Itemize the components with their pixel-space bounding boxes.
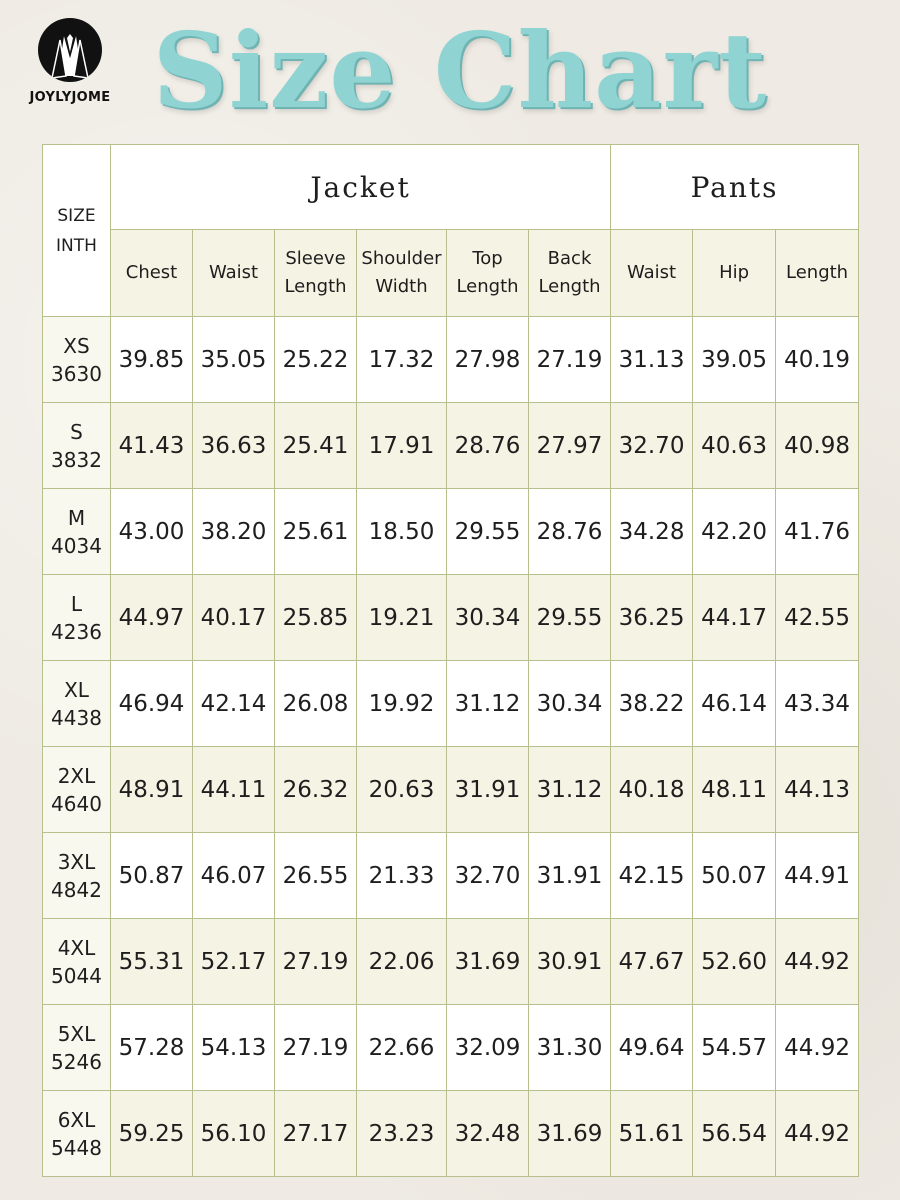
measurement-cell: 44.17 — [693, 575, 776, 661]
table-row — [43, 403, 859, 489]
measurement-cell: 40.98 — [776, 403, 859, 489]
table-row — [43, 919, 859, 1005]
measurement-cell: 48.11 — [693, 747, 776, 833]
brand-name: JOYLYJOME — [29, 90, 111, 105]
column-header-line: Sleeve — [285, 248, 346, 269]
measurement-cell: 50.87 — [111, 833, 193, 919]
measurement-cell: 44.92 — [776, 919, 859, 1005]
measurement-cell: 52.17 — [193, 919, 275, 1005]
measurement-cell: 27.98 — [447, 317, 529, 403]
measurement-cell: 31.69 — [447, 919, 529, 1005]
column-header-line: Waist — [208, 262, 259, 283]
measurement-cell: 55.31 — [111, 919, 193, 1005]
measurement-cell: 47.67 — [611, 919, 693, 1005]
column-header-line: Length — [456, 276, 519, 297]
column-header — [447, 230, 529, 317]
measurement-cell: 30.34 — [529, 661, 611, 747]
measurement-cell: 25.41 — [275, 403, 357, 489]
group-header-pants: Pants — [611, 145, 859, 230]
measurement-cell: 46.94 — [111, 661, 193, 747]
measurement-cell: 27.97 — [529, 403, 611, 489]
measurement-cell: 51.61 — [611, 1091, 693, 1177]
column-header — [529, 230, 611, 317]
column-header-line: Waist — [626, 262, 677, 283]
size-label: S — [70, 419, 83, 444]
size-code: 5246 — [51, 1049, 102, 1074]
size-code: 4438 — [51, 705, 102, 730]
measurement-cell: 23.23 — [357, 1091, 447, 1177]
column-header-line: Length — [538, 276, 601, 297]
column-header — [193, 230, 275, 317]
column-header-line: Hip — [719, 262, 750, 283]
column-header — [357, 230, 447, 317]
measurement-cell: 42.14 — [193, 661, 275, 747]
measurement-cell: 36.25 — [611, 575, 693, 661]
column-header — [776, 230, 859, 317]
measurement-cell: 38.20 — [193, 489, 275, 575]
measurement-cell: 39.05 — [693, 317, 776, 403]
measurement-cell: 25.22 — [275, 317, 357, 403]
measurement-cell: 25.85 — [275, 575, 357, 661]
size-cell — [43, 747, 111, 833]
size-code: 3832 — [51, 447, 102, 472]
column-header-line: Shoulder — [361, 248, 442, 269]
measurement-cell: 54.57 — [693, 1005, 776, 1091]
group-header-row — [43, 145, 859, 230]
size-header — [43, 145, 111, 317]
measurement-cell: 44.13 — [776, 747, 859, 833]
table-row — [43, 747, 859, 833]
measurement-cell: 17.91 — [357, 403, 447, 489]
measurement-cell: 17.32 — [357, 317, 447, 403]
table-row — [43, 489, 859, 575]
measurement-cell: 41.76 — [776, 489, 859, 575]
column-header — [693, 230, 776, 317]
measurement-cell: 56.54 — [693, 1091, 776, 1177]
table-body — [43, 317, 859, 1177]
column-header-line: Length — [284, 276, 347, 297]
measurement-cell: 42.55 — [776, 575, 859, 661]
column-header-row — [43, 230, 859, 317]
measurement-cell: 30.34 — [447, 575, 529, 661]
measurement-cell: 39.85 — [111, 317, 193, 403]
measurement-cell: 41.43 — [111, 403, 193, 489]
measurement-cell: 26.32 — [275, 747, 357, 833]
measurement-cell: 42.20 — [693, 489, 776, 575]
measurement-cell: 35.05 — [193, 317, 275, 403]
size-cell — [43, 919, 111, 1005]
measurement-cell: 20.63 — [357, 747, 447, 833]
size-label: XL — [64, 677, 89, 702]
measurement-cell: 49.64 — [611, 1005, 693, 1091]
size-code: 3630 — [51, 361, 102, 386]
measurement-cell: 19.21 — [357, 575, 447, 661]
size-label: L — [70, 591, 83, 616]
measurement-cell: 31.12 — [447, 661, 529, 747]
table-row — [43, 317, 859, 403]
size-label: 5XL — [57, 1021, 96, 1046]
size-code: 5448 — [51, 1135, 102, 1160]
column-header-line: Chest — [125, 262, 178, 283]
measurement-cell: 40.63 — [693, 403, 776, 489]
table-row — [43, 1091, 859, 1177]
size-cell — [43, 489, 111, 575]
table-row — [43, 661, 859, 747]
measurement-cell: 26.55 — [275, 833, 357, 919]
table-row — [43, 1005, 859, 1091]
measurement-cell: 56.10 — [193, 1091, 275, 1177]
measurement-cell: 25.61 — [275, 489, 357, 575]
size-cell — [43, 1005, 111, 1091]
measurement-cell: 40.18 — [611, 747, 693, 833]
measurement-cell: 50.07 — [693, 833, 776, 919]
size-label: 6XL — [57, 1107, 96, 1132]
size-code: 4236 — [51, 619, 102, 644]
measurement-cell: 40.19 — [776, 317, 859, 403]
measurement-cell: 32.70 — [611, 403, 693, 489]
measurement-cell: 31.91 — [447, 747, 529, 833]
measurement-cell: 59.25 — [111, 1091, 193, 1177]
measurement-cell: 46.07 — [193, 833, 275, 919]
measurement-cell: 21.33 — [357, 833, 447, 919]
measurement-cell: 31.91 — [529, 833, 611, 919]
size-label: 4XL — [57, 935, 96, 960]
measurement-cell: 44.97 — [111, 575, 193, 661]
measurement-cell: 44.11 — [193, 747, 275, 833]
measurement-cell: 26.08 — [275, 661, 357, 747]
size-code: 4034 — [51, 533, 102, 558]
measurement-cell: 32.48 — [447, 1091, 529, 1177]
column-header — [111, 230, 193, 317]
measurement-cell: 34.28 — [611, 489, 693, 575]
brand-logo — [14, 18, 126, 105]
size-chart-table — [42, 144, 859, 1177]
size-cell — [43, 403, 111, 489]
measurement-cell: 57.28 — [111, 1005, 193, 1091]
size-header-line: SIZE — [57, 205, 96, 226]
measurement-cell: 42.15 — [611, 833, 693, 919]
measurement-cell: 27.19 — [275, 1005, 357, 1091]
measurement-cell: 22.06 — [357, 919, 447, 1005]
measurement-cell: 19.92 — [357, 661, 447, 747]
measurement-cell: 44.91 — [776, 833, 859, 919]
group-header-jacket: Jacket — [111, 145, 611, 230]
size-code: 5044 — [51, 963, 102, 988]
suit-jacket-icon — [38, 18, 102, 82]
page-title: Size Chart — [152, 9, 768, 132]
measurement-cell: 48.91 — [111, 747, 193, 833]
column-header — [275, 230, 357, 317]
measurement-cell: 52.60 — [693, 919, 776, 1005]
column-header-line: Width — [375, 276, 428, 297]
measurement-cell: 29.55 — [447, 489, 529, 575]
measurement-cell: 31.30 — [529, 1005, 611, 1091]
measurement-cell: 29.55 — [529, 575, 611, 661]
column-header-line: Back — [547, 248, 592, 269]
measurement-cell: 38.22 — [611, 661, 693, 747]
measurement-cell: 54.13 — [193, 1005, 275, 1091]
measurement-cell: 43.00 — [111, 489, 193, 575]
measurement-cell: 28.76 — [529, 489, 611, 575]
size-label: 3XL — [57, 849, 96, 874]
table-row — [43, 575, 859, 661]
size-label: XS — [63, 333, 90, 358]
measurement-cell: 40.17 — [193, 575, 275, 661]
measurement-cell: 27.19 — [529, 317, 611, 403]
size-header-line: INTH — [56, 235, 97, 256]
measurement-cell: 46.14 — [693, 661, 776, 747]
measurement-cell: 31.13 — [611, 317, 693, 403]
measurement-cell: 28.76 — [447, 403, 529, 489]
column-header — [611, 230, 693, 317]
column-header-line: Length — [786, 262, 849, 283]
measurement-cell: 32.70 — [447, 833, 529, 919]
size-label: M — [67, 505, 86, 530]
column-header-line: Top — [472, 248, 503, 269]
measurement-cell: 22.66 — [357, 1005, 447, 1091]
measurement-cell: 30.91 — [529, 919, 611, 1005]
table-row — [43, 833, 859, 919]
size-code: 4640 — [51, 791, 102, 816]
measurement-cell: 43.34 — [776, 661, 859, 747]
measurement-cell: 27.19 — [275, 919, 357, 1005]
size-cell — [43, 317, 111, 403]
measurement-cell: 27.17 — [275, 1091, 357, 1177]
size-cell — [43, 1091, 111, 1177]
size-cell — [43, 575, 111, 661]
size-cell — [43, 661, 111, 747]
measurement-cell: 31.69 — [529, 1091, 611, 1177]
size-cell — [43, 833, 111, 919]
measurement-cell: 31.12 — [529, 747, 611, 833]
measurement-cell: 32.09 — [447, 1005, 529, 1091]
measurement-cell: 18.50 — [357, 489, 447, 575]
size-label: 2XL — [57, 763, 96, 788]
measurement-cell: 36.63 — [193, 403, 275, 489]
measurement-cell: 44.92 — [776, 1005, 859, 1091]
measurement-cell: 44.92 — [776, 1091, 859, 1177]
size-code: 4842 — [51, 877, 102, 902]
